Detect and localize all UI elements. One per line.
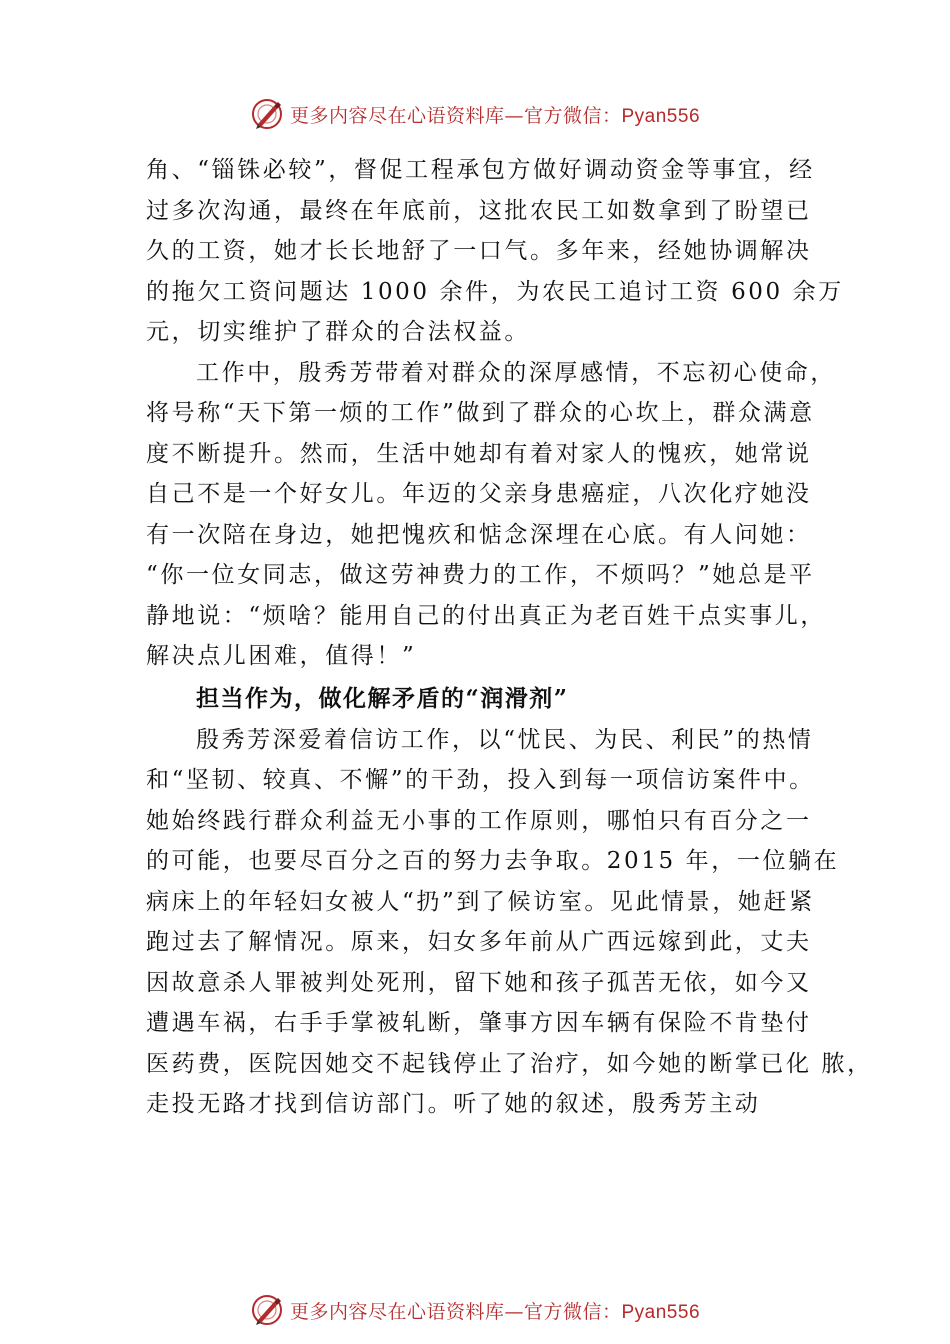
footer-banner-label: 更多内容尽在心语资料库—官方微信： [289,1300,622,1323]
header-banner-text [290,101,700,128]
body-line: 和“坚韧、较真、不懈”的干劲，投入到每一项信访案件中。 [146,767,815,793]
body-line: 解决点儿困难，值得！” [146,643,417,669]
section-heading: 担当作为，做化解矛盾的“润滑剂” [196,684,569,712]
body-line: 的可能，也要尽百分之百的努力去争取。2015 年，一位躺在 [146,848,840,874]
body-line: 角、“锱铢必较”，督促工程承包方做好调动资金等事宜，经 [146,157,815,183]
body-line: 医药费，医院因她交不起钱停止了治疗，如今她的断掌已化 脓， [146,1050,873,1077]
body-line: 自己不是一个好女儿。年迈的父亲身患癌症，八次化疗她没 [146,481,812,507]
body-line: 因故意杀人罪被判处死刑，留下她和孩子孤苦无依，如今又 [146,969,812,996]
paragraph-start-line: 工作中，殷秀芳带着对群众的深厚感情，不忘初心使命， [196,359,836,386]
body-line: 跑过去了解情况。原来，妇女多年前从广西远嫁到此，丈夫 [146,929,812,955]
pen-logo-icon [250,1293,284,1327]
body-line: 有一次陪在身边，她把愧疚和惦念深埋在心底。有人问她： [146,521,812,548]
body-line: 元，切实维护了群众的合法权益。 [146,319,530,345]
body-line: 静地说：“烦啥？能用自己的付出真正为老百姓干点实事儿， [146,602,826,629]
body-line: 将号称“天下第一烦的工作”做到了群众的心坎上，群众满意 [146,400,815,426]
article-body [146,150,873,1125]
body-line: 遭遇车祸，右手手掌被轧断，肇事方因车辆有保险不肯垫付 [146,1010,812,1036]
header-wechat-id: Pyan556 [621,105,701,127]
footer-banner-text [290,1297,700,1324]
body-line: 过多次沟通，最终在年底前，这批农民工如数拿到了盼望已 [146,197,812,224]
footer-banner [0,1290,950,1330]
paragraph-start-line: 殷秀芳深爱着信访工作，以“忧民、为民、利民”的热情 [196,726,814,753]
header-banner-label: 更多内容尽在心语资料库—官方微信： [289,104,622,127]
body-line: 她始终践行群众利益无小事的工作原则，哪怕只有百分之一 [146,807,812,834]
pen-logo-icon [250,97,284,131]
body-line: “你一位女同志，做这劳神费力的工作，不烦吗？”她总是平 [146,562,815,588]
body-line: 的拖欠工资问题达 1000 余件，为农民工追讨工资 600 余万 [146,278,844,305]
body-line: 病床上的年轻妇女被人“扔”到了候访室。见此情景，她赶紧 [146,888,815,915]
header-banner [0,94,950,134]
body-line: 度不断提升。然而，生活中她却有着对家人的愧疚，她常说 [146,440,812,467]
body-line: 久的工资，她才长长地舒了一口气。多年来，经她协调解决 [146,238,812,264]
footer-wechat-id: Pyan556 [621,1301,701,1323]
body-line: 走投无路才找到信访部门。听了她的叙述，殷秀芳主动 [146,1091,761,1117]
